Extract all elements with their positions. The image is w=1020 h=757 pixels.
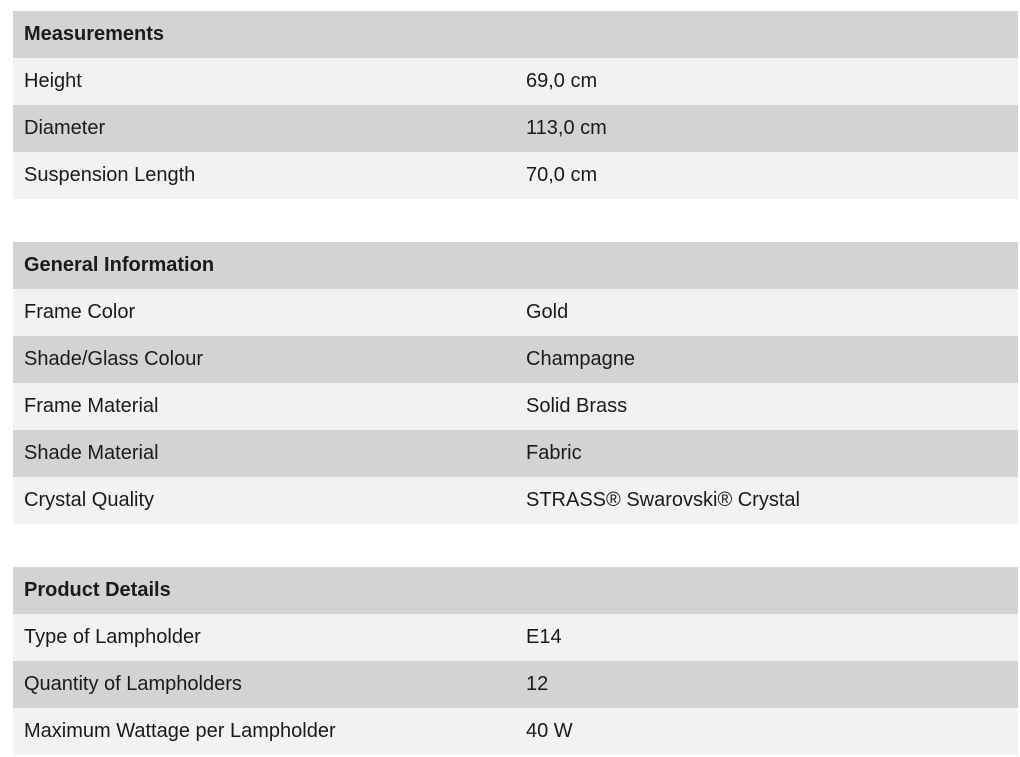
table-row <box>13 105 1018 152</box>
spec-value: 113,0 cm <box>526 117 607 139</box>
spec-value: 12 <box>526 673 549 695</box>
table-row <box>13 58 1018 105</box>
spec-label: Frame Material <box>24 395 159 417</box>
general-information-section <box>13 242 1018 524</box>
spec-label: Shade Material <box>24 442 159 464</box>
spec-label: Crystal Quality <box>24 489 155 511</box>
spec-label: Frame Color <box>24 301 136 323</box>
spec-value: Fabric <box>526 442 582 464</box>
table-row <box>13 430 1018 477</box>
spec-label: Maximum Wattage per Lampholder <box>24 720 336 742</box>
spec-value: 69,0 cm <box>526 70 598 92</box>
section-title: Product Details <box>13 567 1018 614</box>
spec-value: E14 <box>526 626 562 648</box>
table-row <box>13 614 1018 661</box>
spec-label: Type of Lampholder <box>24 626 201 648</box>
section-title: General Information <box>13 242 1018 289</box>
section-title: Measurements <box>13 11 1018 58</box>
spec-value: 40 W <box>526 720 573 742</box>
spec-label: Quantity of Lampholders <box>24 673 242 695</box>
table-row <box>13 661 1018 708</box>
table-row <box>13 477 1018 524</box>
product-details-section <box>13 567 1018 755</box>
spec-label: Shade/Glass Colour <box>24 348 203 370</box>
spec-label: Diameter <box>24 117 106 139</box>
spec-value: STRASS® Swarovski® Crystal <box>526 489 800 511</box>
spec-value: 70,0 cm <box>526 164 598 186</box>
table-row <box>13 152 1018 199</box>
table-row <box>13 289 1018 336</box>
spec-value: Solid Brass <box>526 395 628 417</box>
spec-label: Suspension Length <box>24 164 196 186</box>
spec-label: Height <box>24 70 82 92</box>
spec-value: Champagne <box>526 348 635 370</box>
table-row <box>13 336 1018 383</box>
table-row <box>13 383 1018 430</box>
table-row <box>13 708 1018 755</box>
measurements-section <box>13 11 1018 199</box>
spec-value: Gold <box>526 301 569 323</box>
